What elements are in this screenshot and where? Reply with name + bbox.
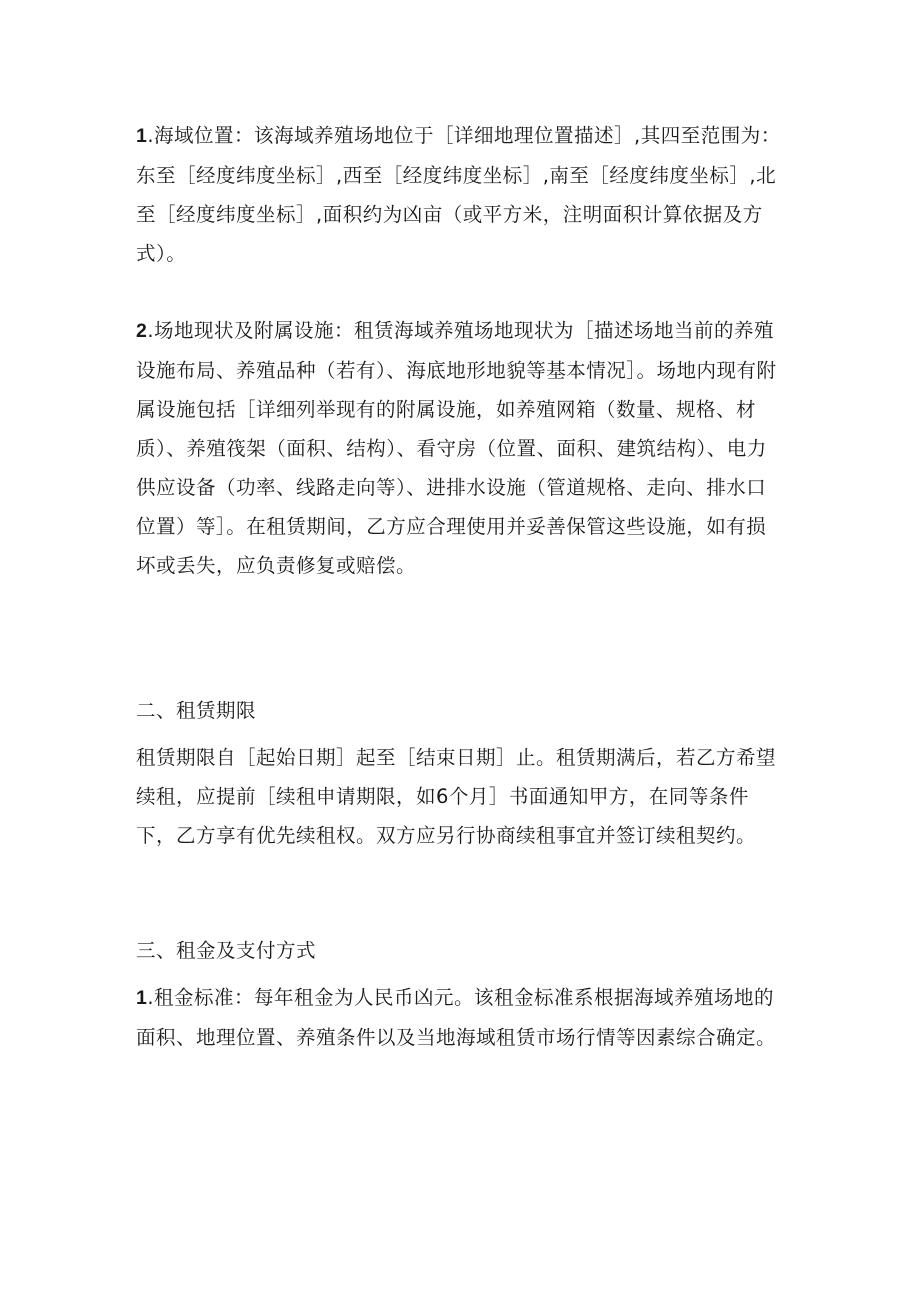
clause-text: .海域位置：该海域养殖场地位于［详细地理位置描述］,其四至范围为：东至［经度纬度坐标］,西至［经度纬度坐标］,南至［经度纬度坐标］,北至［经度纬度坐标］,面积约为凶亩（或平方米，注明面积计算依据及方式）。 [136,124,781,265]
clause-text: .租金标准：每年租金为人民币凶元。该租金标准系根据海域养殖场地的面积、地理位置、养殖条件以及当地海域租赁市场行情等因素综合确定。 [136,986,777,1049]
section-heading-rent-payment: 三、租金及支付方式 [136,939,317,962]
clause-text: .场地现状及附属设施：租赁海域养殖场地现状为［描述场地当前的养殖设施布局、养殖品种（若有）、海底地形地貌等基本情况］。场地内现有附属设施包括［详细列举现有的附属设施，如养殖网箱（数量、规格、材质）、养殖筏架（面积、结构）、看守房（位置、面积、建筑结构）、电力供应设备（功率、线路走向等）、进排水设施（管道规格、走向、排水口位置）等］。在租赁期间，乙方应合理使用并妥善保管这些设施，如有损坏或丢失，应负责修复或赔偿。 [136,319,777,577]
clause-number: 2 [136,320,148,342]
clause-number: 1 [136,125,148,147]
clause-1-1-sea-location [136,116,786,273]
clause-3-1-rent-standard [136,978,786,1057]
lease-term-body: 租赁期限自［起始日期］起至［结束日期］止。租赁期满后，若乙方希望续租，应提前［续租申请期限，如6个月］书面通知甲方，在同等条件下，乙方享有优先续租权。双方应另行协商续租事宜并签订续租契约。 [136,746,777,847]
clause-1-2-site-facilities [136,311,786,585]
clause-number: 1 [136,987,148,1009]
section-heading-lease-term: 二、租赁期限 [136,699,257,722]
